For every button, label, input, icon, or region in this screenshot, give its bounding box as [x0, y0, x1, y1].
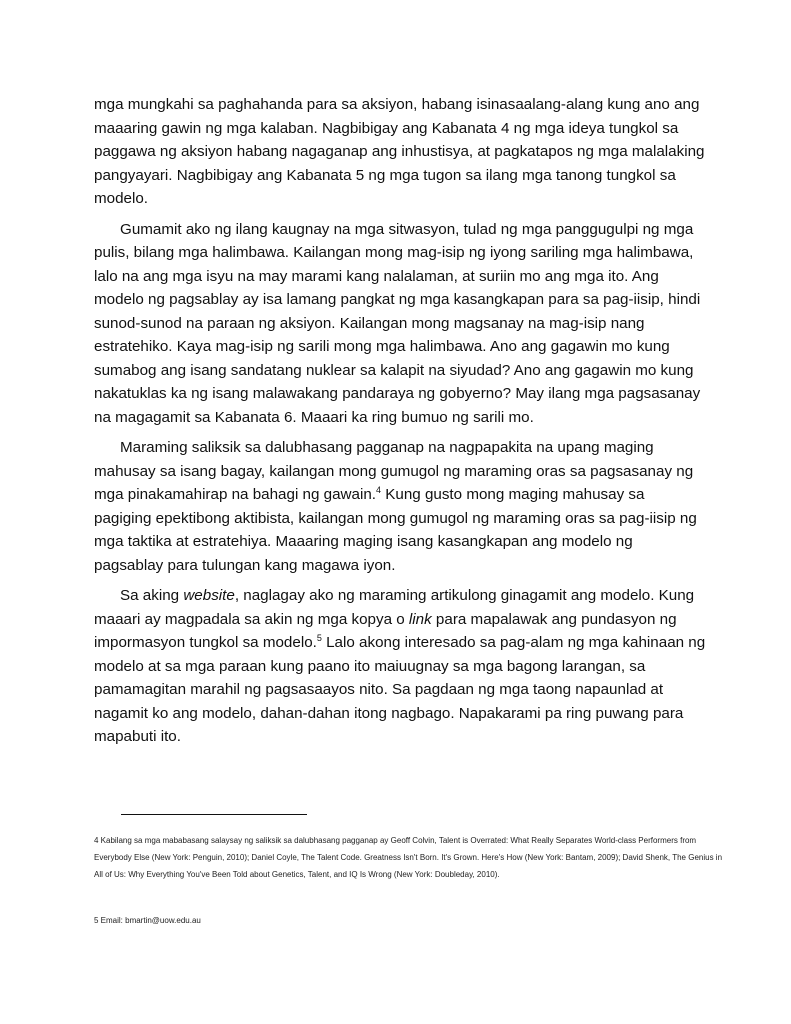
paragraph-1-text: mga mungkahi sa paghahanda para sa aksiyon, habang isinasaalang-alang kung ano ang maaaring gawin ng mga kalaban. Nagbibigay ang Kabanata 4 ng mga ideya tungkol sa paggawa ng aksiyon habang nagaganap ang inhustisya, at pagkatapos ng mga malalaking pangyayari. Nagbibigay ang Kabanata 5 ng mga tugon sa ilang mga tanong tungkol sa modelo. — [94, 96, 705, 207]
paragraph-4-text-d: Lalo akong interesado sa pag-alam ng mga kahinaan ng modelo at sa mga paraan kung paano ito maiuugnay sa mga bagong larangan, sa pamamagitan marahil ng pagsasaayos nito. Sa pagdaan ng mga taong napaunlad at nagamit ko ang modelo, dahan-dahan itong nagbago. Napakarami pa ring puwang para mapabuti ito. — [94, 634, 706, 745]
paragraph-2 — [94, 218, 706, 430]
paragraph-2-text: Gumamit ako ng ilang kaugnay na mga sitwasyon, tulad ng mga panggugulpi ng mga pulis, bilang mga halimbawa. Kailangan mong mag-isip ng iyong sariling mga halimbawa, lalo na ang mga isyu na may marami kang nalalaman, at suriin mo ang mga ito. Ang modelo ng pagsablay ay isa lamang pangkat ng mga kasangkapan para sa pag-iisip, hindi sunod-sunod na paraan ng aksiyon. Kailangan mong magsanay na mag-isip nang estratehiko. Kaya mag-isip ng sarili mong mga halimbawa. Ano ang gagawin mo kung sumabog ang isang sandatang nuklear sa kalapit na siyudad? Ano ang gagawin mo kung nakatuklas ka ng isang malawakang pandaraya ng gobyerno? May ilang mga pagsasanay na magagamit sa Kabanata 6. Maaari ka ring bumuo ng sarili mo. — [94, 220, 701, 426]
paragraph-3-text-a: Maraming saliksik sa dalubhasang pagganap na nagpapakita na upang maging mahusay sa isang bagay, kailangan mong gumugol ng maraming oras sa pagsasanay ng mga pinakamahirap na bahagi ng gawain. — [94, 439, 694, 503]
paragraph-4-emphasis-link: link — [408, 610, 432, 628]
footnote-4: 4 Kabilang sa mga mababasang salaysay ng saliksik sa dalubhasang pagganap ay Geoff Colvin, Talent is Overrated: What Really Separates World-class Performers from Everybody Else (New York: Penguin, 2010); Daniel Coyle, The Talent Code. Greatness Isn't Born. It's Grown. Here's How (New York: Bantam, 2009); David Shenk, The Genius in All of Us: Why Everything You've Been Told about Genetics, Talent, and IQ Is Wrong (New York: Doubleday, 2010). — [94, 836, 723, 879]
paragraph-4 — [94, 584, 706, 749]
paragraph-4-emphasis-website: website — [183, 587, 235, 604]
paragraph-3-text-b: Kung gusto mong maging mahusay sa pagiging epektibong aktibista, kailangan mong gumugol ng maraming oras sa pag-iisip ng mga taktika at estratehiya. Maaaring maging isang kasangkapan ang modelo ng pagsablay para tulungan kang magawa iyon. — [94, 486, 697, 574]
footnotes — [94, 832, 724, 883]
body-text — [94, 93, 706, 756]
paragraph-4-text-a: Sa aking — [120, 587, 184, 604]
paragraph-4-text-b: , naglagay ako ng maraming artikulong ginagamit ang modelo. Kung maaari ay magpadala sa akin ng mga kopya o — [94, 587, 695, 628]
paragraph-1 — [94, 93, 706, 211]
footnote-ref-5[interactable]: 5 — [316, 633, 322, 643]
footnote-ref-4[interactable]: 4 — [376, 485, 382, 495]
paragraph-4-text-c: para mapalawak ang pundasyon ng impormasyon tungkol sa modelo. — [94, 610, 677, 651]
paragraph-3 — [94, 436, 706, 577]
footnote-5: 5 Email: bmartin@uow.edu.au — [94, 916, 201, 925]
footnote-separator — [121, 814, 307, 815]
